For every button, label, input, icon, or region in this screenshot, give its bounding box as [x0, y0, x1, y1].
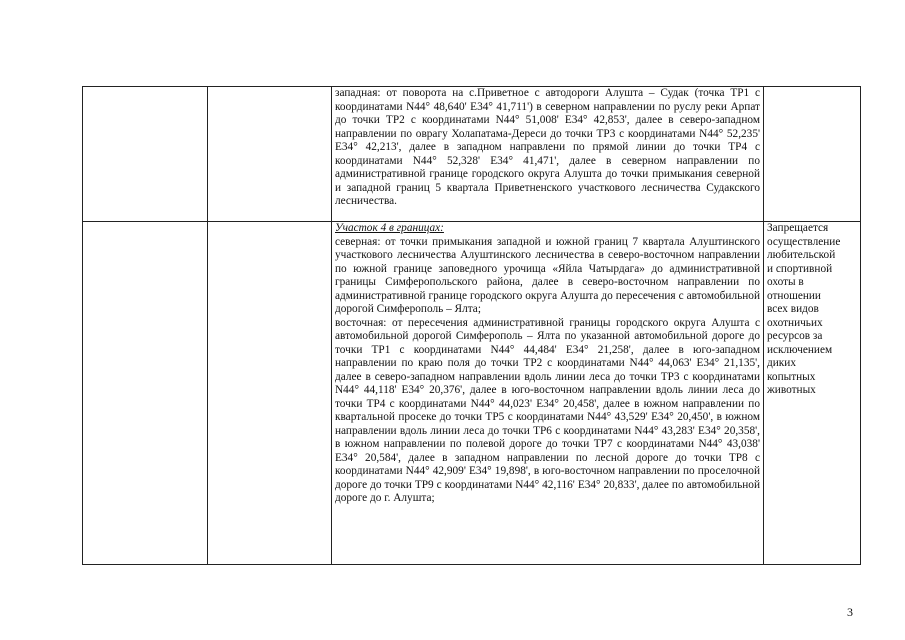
- area-4-description-cell: [332, 222, 764, 565]
- note-line: любительской: [767, 249, 836, 261]
- northern-boundary-text: северная: от точки примыкания западной и южной границ 7 квартала Алуштинского участкового лесничества Алуштинского лесничества в северо-восточном направлении по южной границе заповедного урочища «Яйла Чатырдага» до административной границы Симферопольского района, далее в северо-восточном направлении по административной границе городского округа Алушта до пересечения с автомобильной дорогой Симферополь – Ялта;: [335, 235, 760, 315]
- eastern-boundary-text: восточная: от пересечения административной границы городского округа Алушта с автомобильной дорогой Симферополь – Ялта по указанной автомобильной дороге до точки ТР1 с координатами N44° 44,484' E34° 21,258', далее в юго-западном направлении по краю поля до точки ТР2 с координатами N44° 44,063' E34° 21,135', далее в северо-западном направлении вдоль линии леса до точки ТР3 с координатами N44° 44,118' E34° 20,376', далее в юго-восточном направлении вдоль линии леса до точки ТР4 с координатами N44° 44,023' E34° 20,458', далее в южном направлении по квартальной просеке до точки ТР5 с координатами N44° 43,529' E34° 20,450', в южном направлении вдоль линии леса до точки ТР6 с координатами N44° 43,283' E34° 20,358', в южном направлении по полевой дороге до точки ТР7 с координатами N44° 43,038' E34° 20,584', далее в западном направлении по лесной дороге до точки ТР8 с координатами N44° 42,909' E34° 19,898', в юго-восточном направлении по проселочной дороге до точки ТР9 с координатами N44° 42,116' E34° 20,833', далее по автомобильной дороге до г. Алушта;: [335, 316, 760, 504]
- note-line: ресурсов за: [767, 330, 823, 342]
- table-cell-empty: [83, 222, 208, 565]
- boundary-description-cell: [332, 87, 764, 222]
- note-line: копытных: [767, 370, 816, 383]
- note-line: всех видов: [767, 303, 819, 315]
- table-cell-empty: [208, 87, 332, 222]
- note-line: диких: [767, 357, 796, 369]
- note-line: исключением: [767, 343, 833, 356]
- note-line: отношении: [767, 289, 821, 302]
- hunting-areas-table: [82, 86, 861, 565]
- restriction-note-cell: [764, 222, 861, 565]
- table-row: [83, 87, 861, 222]
- page-number: 3: [847, 605, 853, 619]
- note-line: охоты в: [767, 276, 804, 288]
- note-line: животных: [767, 384, 816, 396]
- table-row: [83, 222, 861, 565]
- area-4-heading: Участок 4 в границах:: [335, 222, 444, 234]
- western-boundary-text: западная: от поворота на с.Приветное с автодороги Алушта – Судак (точка ТР1 с координатами N44° 48,640' E34° 41,711') в северном направлении по руслу реки Арпат до точки ТР2 с координатами N44° 51,008' E34° 42,853', далее в северо-западном направлении по оврагу Холапатама-Дереси до точки ТР3 с координатами N44° 52,235' E34° 42,213', далее в западном направлени по прямой линии до точки ТР4 с координатами N44° 52,328' E34° 41,471', далее в северном направлении по административной границе городского округа Алушта до точки примыкания северной и западной границ 5 квартала Приветненского участкового лесничества Судакского лесничества.: [335, 87, 760, 207]
- note-line: осуществление: [767, 235, 841, 248]
- note-line: и спортивной: [767, 262, 833, 275]
- note-line: охотничьих: [767, 316, 823, 329]
- table-cell-empty: [208, 222, 332, 565]
- table-cell-empty: [764, 87, 861, 222]
- table-cell-empty: [83, 87, 208, 222]
- note-line: Запрещается: [767, 222, 829, 234]
